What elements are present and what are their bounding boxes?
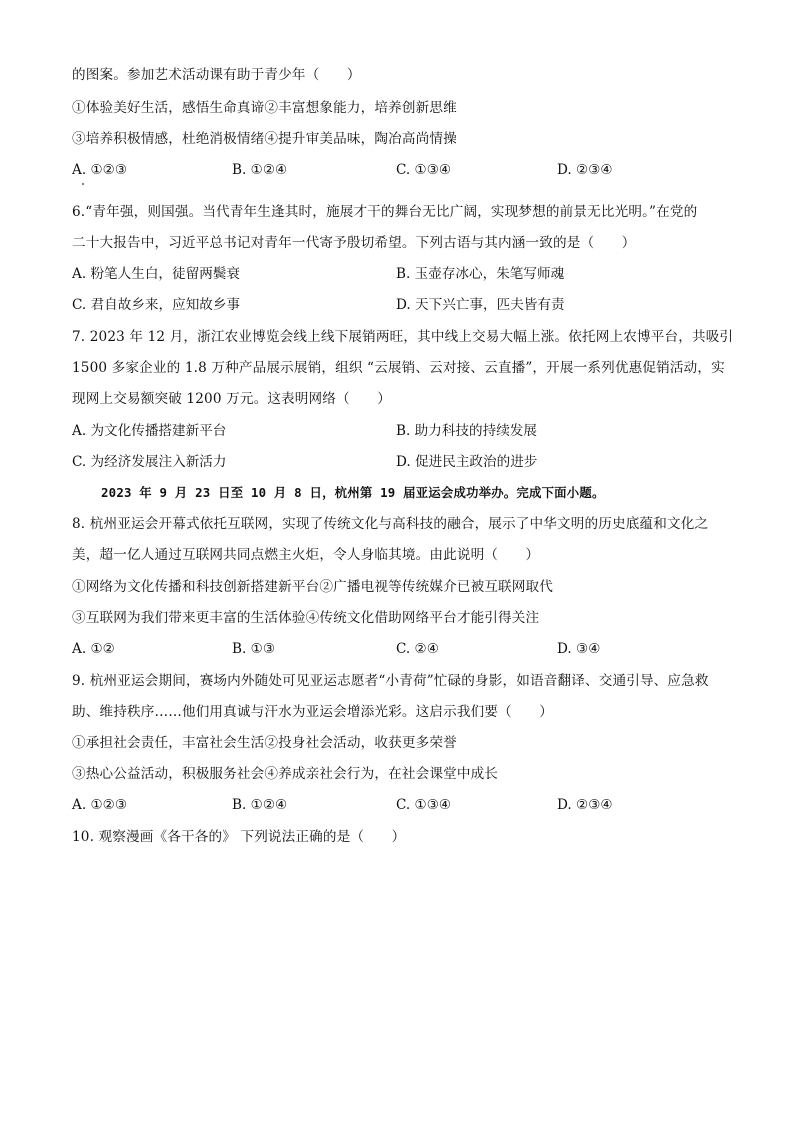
stray-mark xyxy=(82,183,84,185)
q9-option-c[interactable]: C. ①③④ xyxy=(396,797,452,813)
q7-line-1: 7. 2023 年 12 月，浙江农业博览会线上线下展销两旺，其中线上交易大幅上涨。依托网上农博平台，共吸引 xyxy=(72,329,734,345)
q9-option-d[interactable]: D. ②③④ xyxy=(557,797,613,813)
q9-option-b[interactable]: B. ①②④ xyxy=(232,797,288,813)
q6-option-a[interactable]: A. 粉笔人生白，徒留两鬓衰 xyxy=(72,266,240,282)
q5-option-c[interactable]: C. ①③④ xyxy=(396,162,452,178)
q8-line-1: 8. 杭州亚运会开幕式依托互联网，实现了传统文化与高科技的融合，展示了中华文明的历史底蕴和文化之 xyxy=(72,516,709,532)
q8-item-1: ①网络为文化传播和科技创新搭建新平台②广播电视等传统媒介已被互联网取代 xyxy=(72,579,554,595)
q6-option-d[interactable]: D. 天下兴亡事，匹夫皆有责 xyxy=(396,297,565,313)
q9-line-2: 助、维持秩序……他们用真诚与汗水为亚运会增添光彩。这启示我们要（ ） xyxy=(72,704,554,720)
q5-option-b[interactable]: B. ①②④ xyxy=(232,162,288,178)
q5-item-1: ①体验美好生活，感悟生命真谛②丰富想象能力，培养创新思维 xyxy=(72,100,457,116)
q8-item-2: ③互联网为我们带来更丰富的生活体验④传统文化借助网络平台才能引得关注 xyxy=(72,610,540,626)
q8-option-c[interactable]: C. ②④ xyxy=(396,641,439,657)
q9-item-2: ③热心公益活动，积极服务社会④养成亲社会行为，在社会课堂中成长 xyxy=(72,766,499,782)
q8-line-2: 美，超一亿人通过互联网共同点燃主火炬，令人身临其境。由此说明（ ） xyxy=(72,547,540,563)
q6-line-2: 二十大报告中，习近平总书记对青年一代寄予殷切希望。下列古语与其内涵一致的是（ ） xyxy=(72,235,636,251)
q6-line-1: 6.“青年强，则国强。当代青年生逢其时，施展才干的舞台无比广阔，实现梦想的前景无比光明。”在党的 xyxy=(72,204,698,220)
q10-line-1: 10. 观察漫画《各干各的》 下列说法正确的是（ ） xyxy=(72,829,406,845)
q7-option-a[interactable]: A. 为文化传播搭建新平台 xyxy=(72,423,227,439)
q5-option-a[interactable]: A. ①②③ xyxy=(72,162,128,178)
q8-option-b[interactable]: B. ①③ xyxy=(232,641,276,657)
q7-option-c[interactable]: C. 为经济发展注入新活力 xyxy=(72,454,227,470)
q9-option-a[interactable]: A. ①②③ xyxy=(72,797,128,813)
q5-item-2: ③培养积极情感，杜绝消极情绪④提升审美品味，陶冶高尚情操 xyxy=(72,131,457,147)
q8-option-a[interactable]: A. ①② xyxy=(72,641,115,657)
q7-option-b[interactable]: B. 助力科技的持续发展 xyxy=(396,423,537,439)
q7-line-2: 1500 多家企业的 1.8 万种产品展示展销，组织 “云展销、云对接、云直播”，开展一系列优惠促销活动，实 xyxy=(72,360,725,376)
q6-option-b[interactable]: B. 玉壶存冰心，朱笔写师魂 xyxy=(396,266,565,282)
q7-line-3: 现网上交易额突破 1200 万元。这表明网络（ ） xyxy=(72,391,392,407)
q9-item-1: ①承担社会责任，丰富社会生活②投身社会活动，收获更多荣誉 xyxy=(72,735,457,751)
q5-option-d[interactable]: D. ②③④ xyxy=(557,162,613,178)
q8-option-d[interactable]: D. ③④ xyxy=(557,641,601,657)
q7-option-d[interactable]: D. 促进民主政治的进步 xyxy=(396,454,538,470)
q6-option-c[interactable]: C. 君自故乡来，应知故乡事 xyxy=(72,297,241,313)
q5-stem-tail: 的图案。参加艺术活动课有助于青少年（ ） xyxy=(72,67,361,83)
group-note: 2023 年 9 月 23 日至 10 月 8 日，杭州第 19 届亚运会成功举办。完成下面小题。 xyxy=(101,485,605,500)
q9-line-1: 9. 杭州亚运会期间，赛场内外随处可见亚运志愿者“小青荷”忙碌的身影，如语音翻译、交通引导、应急救 xyxy=(72,673,709,689)
